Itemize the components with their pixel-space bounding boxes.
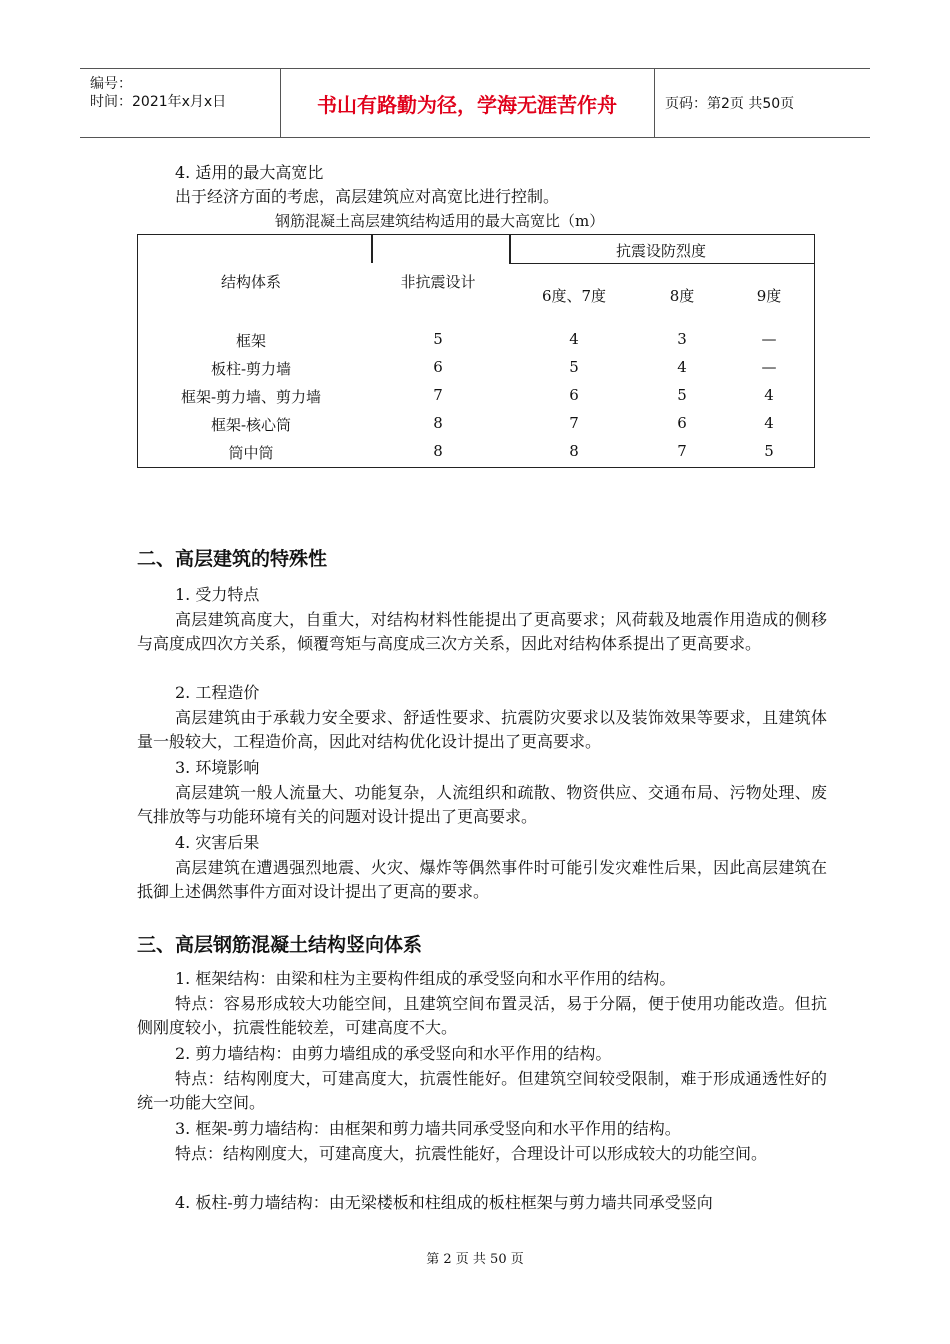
section3-item-2: 2. 剪力墙结构：由剪力墙组成的承受竖向和水平作用的结构。 <box>175 1044 612 1063</box>
section2-para-4: 高层建筑在遭遇强烈地震、火灾、爆炸等偶然事件时可能引发灾难性后果，因此高层建筑在抵御上述偶然事件方面对设计提出了更高的要求。 <box>137 858 827 901</box>
cell-value: 8 <box>433 414 443 432</box>
section3-para-3: 特点：结构刚度大，可建高度大，抗震性能好，合理设计可以形成较大的功能空间。 <box>175 1144 768 1163</box>
cell-value: 6 <box>569 386 579 404</box>
intro-text: 出于经济方面的考虑，高层建筑应对高宽比进行控制。 <box>175 187 560 206</box>
section3-item-1: 1. 框架结构：由梁和柱为主要构件组成的承受竖向和水平作用的结构。 <box>175 969 676 988</box>
cell-value: 8 <box>569 442 579 460</box>
section2-heading: 二、高层建筑的特殊性 <box>137 548 328 570</box>
page-footer: 第 2 页 共 50 页 <box>426 1252 524 1267</box>
table-divider-h1 <box>509 263 814 264</box>
cell-value: 5 <box>764 442 774 460</box>
section3-heading: 三、高层钢筋混凝土结构竖向体系 <box>137 934 423 956</box>
cell-value: 5 <box>433 330 443 348</box>
cell-value: — <box>761 330 777 348</box>
cell-value: 8 <box>433 442 443 460</box>
cell-value: 5 <box>569 358 579 376</box>
cell-value: 4 <box>764 386 774 404</box>
table-divider-v2 <box>509 235 511 263</box>
row-name: 框架-剪力墙、剪力墙 <box>180 388 322 406</box>
intro-item: 4. 适用的最大高宽比 <box>175 163 324 182</box>
number-label: 编号： <box>90 76 132 92</box>
cell-value: 4 <box>764 414 774 432</box>
row-name: 板柱-剪力墙 <box>210 360 292 378</box>
section2-para-3: 高层建筑一般人流量大、功能复杂，人流组织和疏散、物资供应、交通布局、污物处理、废气排放等与功能环境有关的问题对设计提出了更高要求。 <box>137 783 827 826</box>
section2-para-1: 高层建筑高度大，自重大，对结构材料性能提出了更高要求；风荷载及地震作用造成的侧移与高度成四次方关系，倾覆弯矩与高度成三次方关系，因此对结构体系提出了更高要求。 <box>137 610 827 653</box>
section3-item-3: 3. 框架-剪力墙结构：由框架和剪力墙共同承受竖向和水平作用的结构。 <box>175 1119 681 1138</box>
section2-item-3: 3. 环境影响 <box>175 758 260 777</box>
section2-item-1: 1. 受力特点 <box>175 585 260 604</box>
cell-value: — <box>761 358 777 376</box>
header-non-seismic: 非抗震设计 <box>400 273 476 291</box>
cell-value: 4 <box>677 358 687 376</box>
section2-item-2: 2. 工程造价 <box>175 683 260 702</box>
header-seismic: 抗震设防烈度 <box>615 242 706 260</box>
header-meta <box>80 69 281 137</box>
date-label: 时间：2021年x月x日 <box>90 94 227 110</box>
table-divider-v1 <box>371 235 373 263</box>
page-header <box>80 68 870 138</box>
cell-value: 6 <box>433 358 443 376</box>
row-name: 框架 <box>235 332 266 350</box>
section3-item-4: 4. 板柱-剪力墙结构：由无梁楼板和柱组成的板柱框架与剪力墙共同承受竖向 <box>175 1193 713 1212</box>
cell-value: 7 <box>569 414 579 432</box>
header-deg-8: 8度 <box>669 287 695 305</box>
row-name: 筒中筒 <box>228 444 274 462</box>
header-page-info: 页码：第2页 共50页 <box>665 96 795 112</box>
cell-value: 7 <box>433 386 443 404</box>
ratio-table <box>137 234 815 468</box>
section3-para-2: 特点：结构刚度大，可建高度大，抗震性能好。但建筑空间较受限制，难于形成通透性好的统一功能大空间。 <box>137 1069 827 1112</box>
header-deg-9: 9度 <box>756 287 782 305</box>
section2-item-4: 4. 灾害后果 <box>175 833 260 852</box>
header-deg-6-7: 6度、7度 <box>541 287 607 305</box>
section3-para-1: 特点：容易形成较大功能空间，且建筑空间布置灵活，易于分隔，便于使用功能改造。但抗侧刚度较小，抗震性能较差，可建高度不大。 <box>137 994 827 1037</box>
cell-value: 3 <box>677 330 687 348</box>
header-system: 结构体系 <box>220 273 281 291</box>
table-title: 钢筋混凝土高层建筑结构适用的最大高宽比（m） <box>275 212 605 230</box>
cell-value: 5 <box>677 386 687 404</box>
cell-value: 4 <box>569 330 579 348</box>
row-name: 框架-核心筒 <box>210 416 292 434</box>
cell-value: 7 <box>677 442 687 460</box>
cell-value: 6 <box>677 414 687 432</box>
header-motto: 书山有路勤为径，学海无涯苦作舟 <box>280 69 655 137</box>
section2-para-2: 高层建筑由于承载力安全要求、舒适性要求、抗震防灾要求以及装饰效果等要求，且建筑体量一般较大，工程造价高，因此对结构优化设计提出了更高要求。 <box>137 708 827 751</box>
